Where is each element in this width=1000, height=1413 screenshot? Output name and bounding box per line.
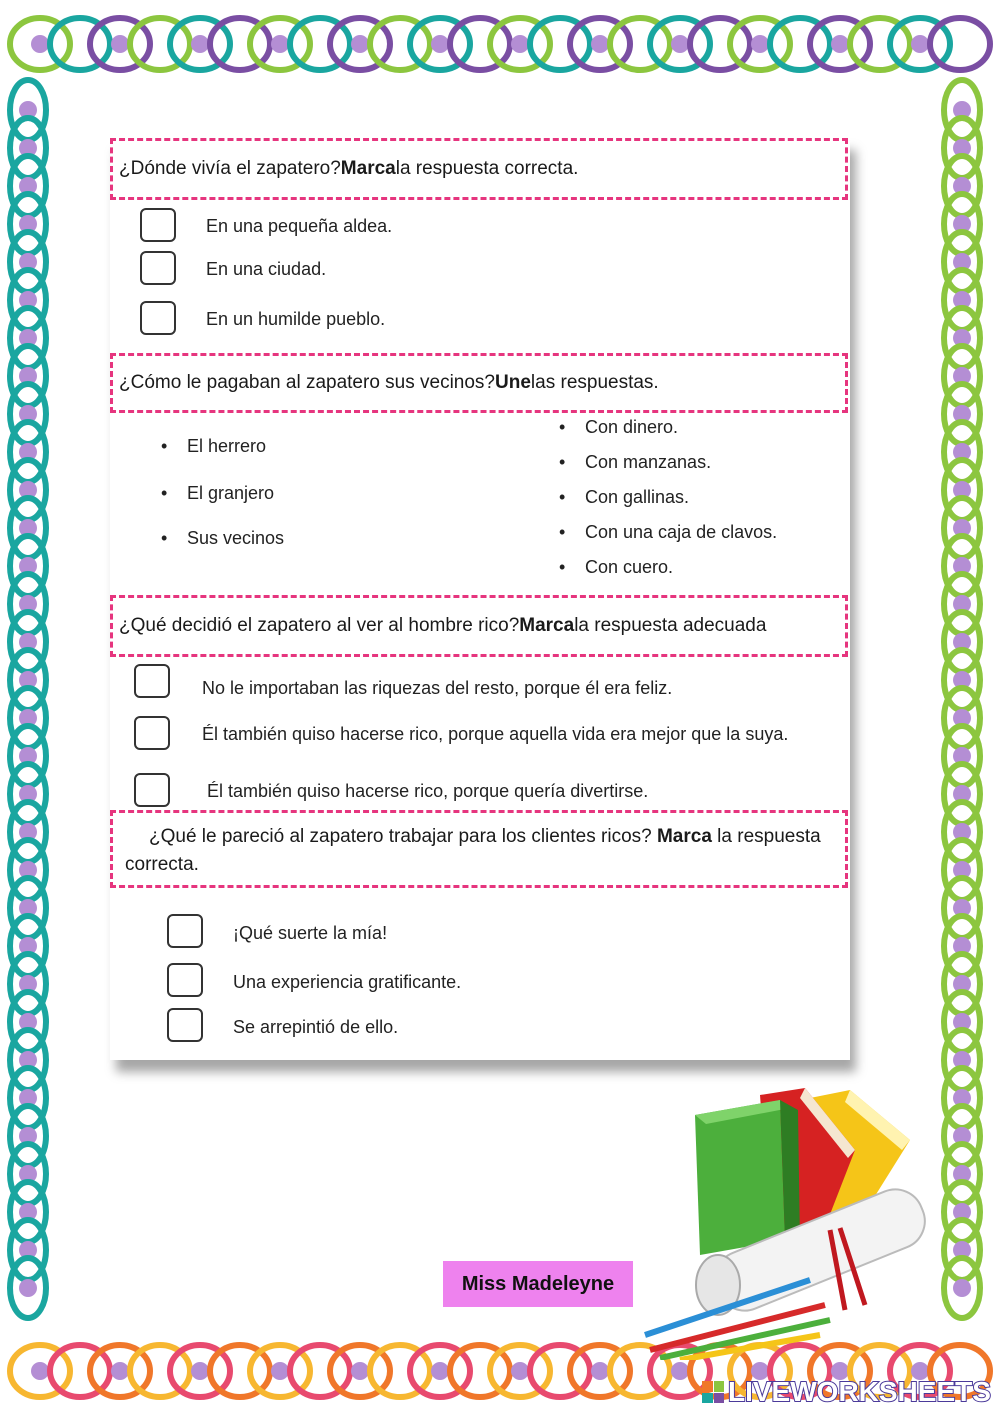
q1-option-1-label: En una pequeña aldea. [206, 216, 393, 236]
border-dot [671, 1362, 689, 1380]
border-dot [351, 1362, 369, 1380]
border-dot [31, 1362, 49, 1380]
q3-option-2-checkbox[interactable] [134, 716, 170, 750]
q2-right-item-2[interactable]: • Con manzanas. [585, 452, 711, 473]
border-dot [431, 1362, 449, 1380]
q4-option-1-label: ¡Qué suerte la mía! [233, 923, 388, 943]
q4-option-3-checkbox[interactable] [167, 1008, 203, 1042]
border-dot [31, 35, 49, 53]
q4-option-3-label: Se arrepintió de ello. [233, 1017, 399, 1037]
question-2-prompt: ¿Cómo le pagaban al zapatero sus vecinos? Une las respuestas. [110, 353, 848, 413]
liveworksheets-logo-icon [702, 1381, 724, 1403]
border-dot [751, 35, 769, 53]
q2-left-item-2[interactable]: • El granjero [187, 483, 274, 504]
brand-text: LIVEWORKSHEETS [728, 1376, 991, 1407]
q4-option-2-checkbox[interactable] [167, 963, 203, 997]
border-dot [953, 1279, 971, 1297]
author-signature: Miss Madeleyne [443, 1261, 633, 1307]
q3-option-1-label: No le importaban las riquezas del resto, porque él era feliz. [202, 678, 673, 698]
border-dot [591, 1362, 609, 1380]
q3-option-2-label: Él también quiso hacerse rico, porque aquella vida era mejor que la suya. [202, 724, 789, 744]
border-dot [271, 35, 289, 53]
border-dot [511, 35, 529, 53]
q3-option-3-label: Él también quiso hacerse rico, porque quería divertirse. [207, 781, 649, 801]
border-dot [911, 35, 929, 53]
question-4-prompt: ¿Qué le pareció al zapatero trabajar para los clientes ricos? Marca la respuesta correcta. [110, 810, 848, 888]
border-dot [511, 1362, 529, 1380]
border-dot [831, 35, 849, 53]
border-dot [431, 35, 449, 53]
worksheet-panel [110, 138, 850, 1060]
border-dot [19, 1279, 37, 1297]
q3-option-3-checkbox[interactable] [134, 773, 170, 807]
border-dot [191, 1362, 209, 1380]
q2-left-item-1[interactable]: • El herrero [187, 436, 266, 457]
question-1-prompt: ¿Dónde vivía el zapatero? Marca la respuesta correcta. [110, 138, 848, 200]
border-ring [930, 18, 990, 70]
q1-option-3-label: En un humilde pueblo. [206, 309, 386, 329]
border-dot [591, 35, 609, 53]
q1-option-1-checkbox[interactable] [140, 208, 176, 242]
border-dot [111, 1362, 129, 1380]
border-dot [351, 35, 369, 53]
border-dot [191, 35, 209, 53]
q2-right-item-4[interactable]: • Con una caja de clavos. [585, 522, 777, 543]
border-dot [111, 35, 129, 53]
q3-option-1-checkbox[interactable] [134, 664, 170, 698]
q2-right-item-3[interactable]: • Con gallinas. [585, 487, 689, 508]
q4-option-2-label: Una experiencia gratificante. [233, 972, 462, 992]
liveworksheets-brand [702, 1377, 991, 1407]
q2-left-item-3[interactable]: • Sus vecinos [187, 528, 284, 549]
q1-option-2-checkbox[interactable] [140, 251, 176, 285]
books-and-diploma-illustration [640, 1070, 940, 1360]
question-3-prompt: ¿Qué decidió el zapatero al ver al hombre rico? Marca la respuesta adecuada [110, 595, 848, 657]
border-dot [671, 35, 689, 53]
q2-right-item-5[interactable]: • Con cuero. [585, 557, 673, 578]
q4-option-1-checkbox[interactable] [167, 914, 203, 948]
border-dot [271, 1362, 289, 1380]
q1-option-2-label: En una ciudad. [206, 259, 327, 279]
q1-option-3-checkbox[interactable] [140, 301, 176, 335]
q2-right-item-1[interactable]: • Con dinero. [585, 417, 678, 438]
